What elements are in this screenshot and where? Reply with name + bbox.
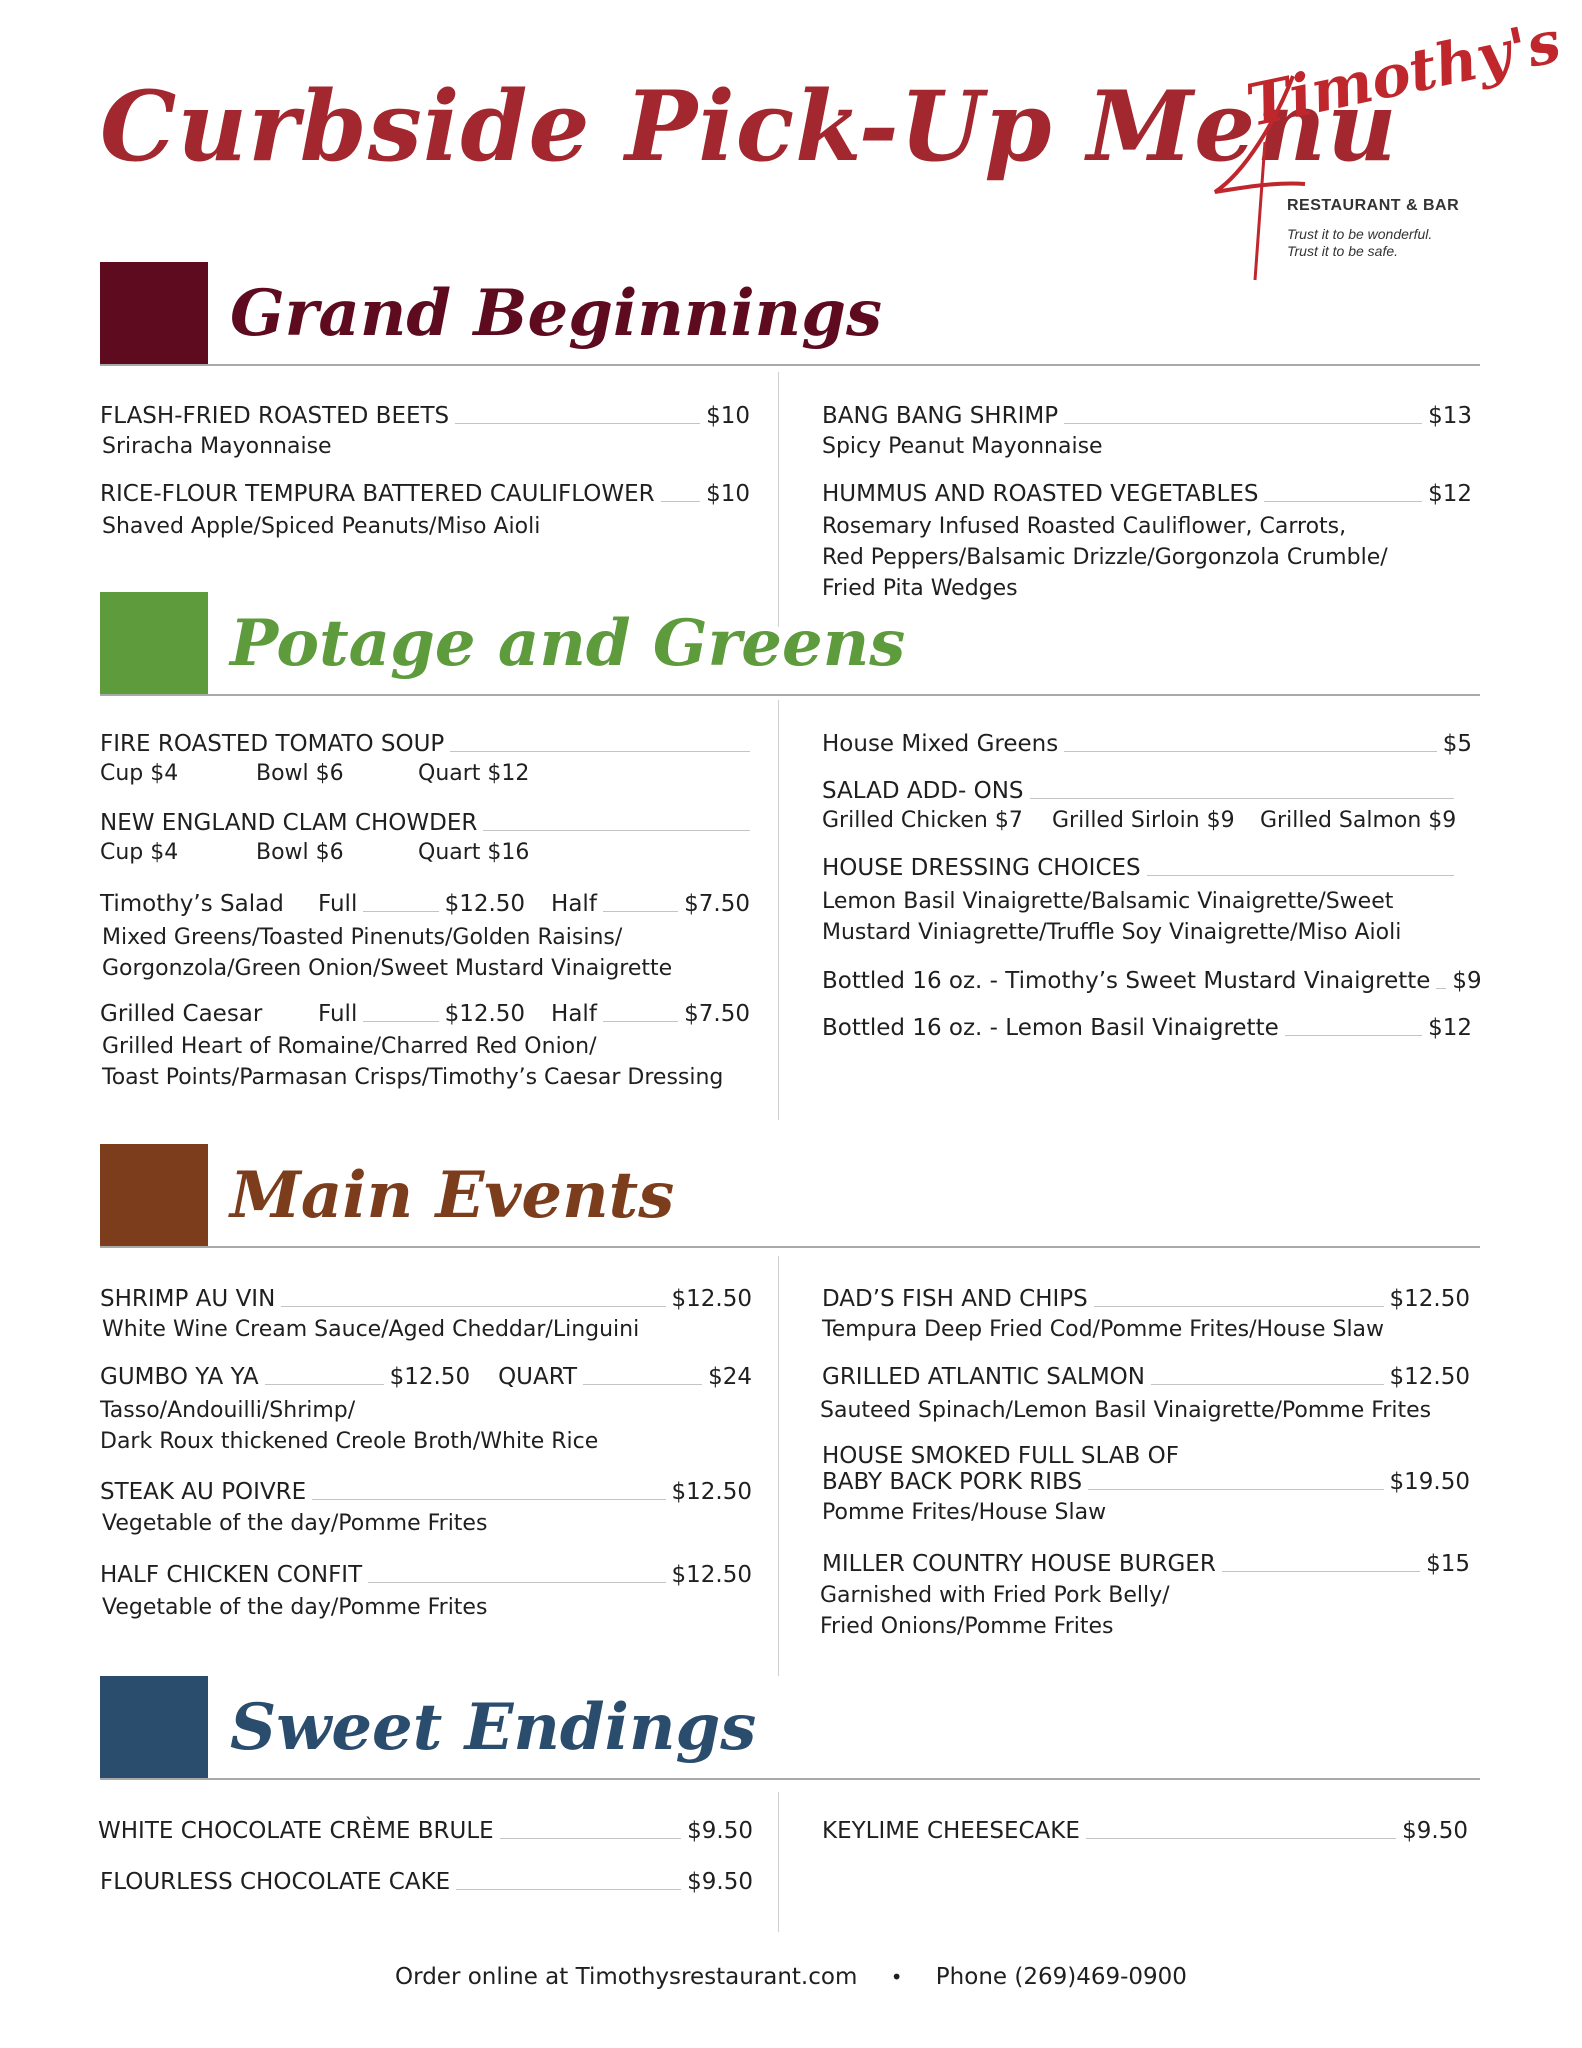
menu-item: DAD’S FISH AND CHIPS $12.50 <box>822 1286 1470 1312</box>
restaurant-logo <box>1205 7 1567 292</box>
footer-separator: • <box>890 1965 903 1989</box>
section-title: Main Events <box>230 1158 675 1233</box>
order-online-link[interactable]: Order online at Timothysrestaurant.com <box>395 1964 858 1990</box>
menu-item: HOUSE DRESSING CHOICES <box>822 852 1454 882</box>
menu-item: Bottled 16 oz. - Timothy’s Sweet Mustard Vinaigrette $9 <box>822 968 1482 994</box>
menu-item-desc: Pomme Frites/House Slaw <box>822 1500 1107 1525</box>
menu-item-desc: White Wine Cream Sauce/Aged Cheddar/Linguini <box>102 1317 640 1342</box>
menu-item: KEYLIME CHEESECAKE $9.50 <box>822 1818 1468 1844</box>
menu-item: HUMMUS AND ROASTED VEGETABLES $12 <box>822 481 1472 507</box>
menu-item-desc: Grilled Heart of Romaine/Charred Red Onion/ <box>102 1034 597 1059</box>
section-rule <box>100 694 1480 696</box>
section-color-square <box>100 592 208 696</box>
menu-item-sizes: Cup $4 Bowl $6 Quart $12 <box>100 761 530 786</box>
menu-item: FLASH-FRIED ROASTED BEETS $10 <box>100 403 750 429</box>
menu-item-desc: Tempura Deep Fried Cod/Pomme Frites/House Slaw <box>822 1317 1385 1342</box>
column-divider <box>778 372 779 627</box>
column-divider <box>778 1792 779 1932</box>
menu-item-desc: Sriracha Mayonnaise <box>102 434 332 459</box>
section-rule <box>100 1246 1480 1248</box>
menu-item-desc: Vegetable of the day/Pomme Frites <box>102 1595 488 1620</box>
page-title: Curbside Pick-Up Menu <box>100 70 1398 183</box>
menu-item: BANG BANG SHRIMP $13 <box>822 403 1472 429</box>
menu-item: Bottled 16 oz. - Lemon Basil Vinaigrette $12 <box>822 1015 1472 1041</box>
section-color-square <box>100 262 208 366</box>
menu-item-desc: Vegetable of the day/Pomme Frites <box>102 1511 488 1536</box>
section-color-square <box>100 1144 208 1248</box>
menu-item: FLOURLESS CHOCOLATE CAKE $9.50 <box>100 1869 753 1895</box>
section-sweet-endings <box>100 1676 1480 1780</box>
menu-item-desc: Rosemary Infused Roasted Cauliflower, Carrots, <box>822 514 1347 539</box>
menu-item-name: HOUSE SMOKED FULL SLAB OF <box>822 1443 1179 1469</box>
menu-item-desc: Tasso/Andouilli/Shrimp/ <box>100 1398 356 1423</box>
menu-item-desc: Spicy Peanut Mayonnaise <box>822 434 1103 459</box>
logo-script: Timothy's <box>1240 7 1567 141</box>
column-divider <box>778 1256 779 1676</box>
menu-item-desc: Mixed Greens/Toasted Pinenuts/Golden Raisins/ <box>102 925 623 950</box>
menu-item-desc: Lemon Basil Vinaigrette/Balsamic Vinaigrette/Sweet <box>822 889 1394 914</box>
section-rule <box>100 364 1480 366</box>
menu-item: STEAK AU POIVRE $12.50 <box>100 1479 752 1505</box>
menu-item-desc: Gorgonzola/Green Onion/Sweet Mustard Vinaigrette <box>102 956 673 981</box>
section-main-events <box>100 1144 1480 1248</box>
menu-item: GRILLED ATLANTIC SALMON $12.50 <box>822 1364 1470 1390</box>
logo-tagline-2: Trust it to be safe. <box>1287 243 1399 259</box>
menu-item-desc: Toast Points/Parmasan Crisps/Timothy’s Caesar Dressing <box>102 1065 724 1090</box>
menu-item: HALF CHICKEN CONFIT $12.50 <box>100 1562 752 1588</box>
menu-item: FIRE ROASTED TOMATO SOUP <box>100 728 750 758</box>
section-title: Grand Beginnings <box>230 276 882 351</box>
menu-item: RICE-FLOUR TEMPURA BATTERED CAULIFLOWER $10 <box>100 481 750 507</box>
menu-item-desc: Fried Pita Wedges <box>822 576 1018 601</box>
section-rule <box>100 1778 1480 1780</box>
menu-item: GUMBO YA YA $12.50 QUART $24 <box>100 1364 752 1390</box>
section-title: Sweet Endings <box>230 1690 757 1765</box>
section-grand-beginnings <box>100 262 1480 366</box>
menu-item-desc: Garnished with Fried Pork Belly/ <box>820 1583 1170 1608</box>
menu-item: Timothy’s Salad Full $12.50 Half $7.50 <box>100 891 751 917</box>
menu-item-desc: Shaved Apple/Spiced Peanuts/Miso Aioli <box>102 514 541 539</box>
section-color-square <box>100 1676 208 1780</box>
section-potage-and-greens <box>100 592 1480 696</box>
menu-item: NEW ENGLAND CLAM CHOWDER <box>100 807 750 837</box>
menu-item-desc: Red Peppers/Balsamic Drizzle/Gorgonzola Crumble/ <box>822 545 1388 570</box>
logo-subtitle: RESTAURANT & BAR <box>1287 197 1460 214</box>
menu-item: MILLER COUNTRY HOUSE BURGER $15 <box>822 1551 1470 1577</box>
menu-item: SALAD ADD- ONS <box>822 775 1454 805</box>
menu-item: WHITE CHOCOLATE CRÈME BRULE $9.50 <box>98 1818 753 1844</box>
menu-item-desc: Sauteed Spinach/Lemon Basil Vinaigrette/Pomme Frites <box>820 1398 1432 1423</box>
column-divider <box>778 700 779 1120</box>
footer <box>0 1964 1582 1990</box>
menu-item-sizes: Grilled Chicken $7 Grilled Sirloin $9 Grilled Salmon $9 <box>822 808 1457 833</box>
menu-item-sizes: Cup $4 Bowl $6 Quart $16 <box>100 840 530 865</box>
menu-item: BABY BACK PORK RIBS $19.50 <box>822 1469 1470 1495</box>
section-title: Potage and Greens <box>230 606 906 681</box>
menu-item: SHRIMP AU VIN $12.50 <box>100 1286 752 1312</box>
menu-item: Grilled Caesar Full $12.50 Half $7.50 <box>100 1001 751 1027</box>
phone-number[interactable]: Phone (269)469-0900 <box>935 1964 1187 1990</box>
menu-item-desc: Dark Roux thickened Creole Broth/White Rice <box>100 1429 599 1454</box>
menu-item: House Mixed Greens $5 <box>822 731 1472 757</box>
logo-tagline-1: Trust it to be wonderful. <box>1287 226 1433 242</box>
menu-item-desc: Mustard Viniagrette/Truffle Soy Vinaigrette/Miso Aioli <box>822 920 1402 945</box>
menu-item-desc: Fried Onions/Pomme Frites <box>820 1614 1114 1639</box>
